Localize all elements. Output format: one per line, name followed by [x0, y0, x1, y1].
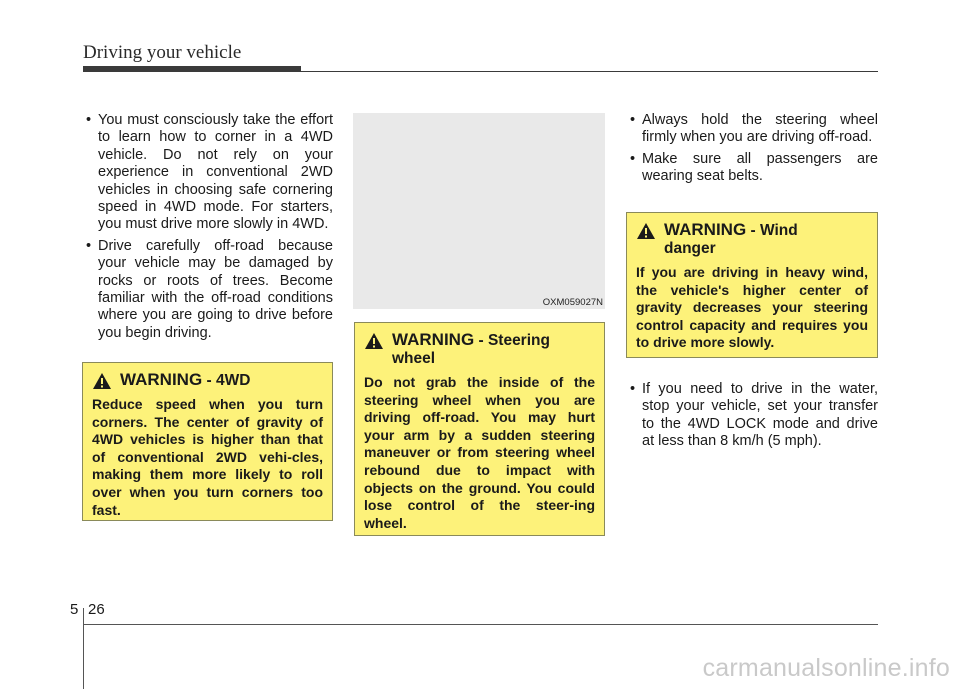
header-rule-thin: [83, 71, 878, 72]
figure-image: [353, 113, 605, 309]
warning-title: WARNING - Wind danger: [664, 220, 798, 257]
left-column: [83, 112, 333, 346]
list-item: • Drive carefully off-road because your vehicle may be damaged by rocks or roots of trees. Become familiar with the off-road conditions where you are going to drive before you begin driving.: [83, 238, 333, 342]
warning-box-4wd: [82, 362, 333, 521]
right-bullet-list-top: [627, 112, 878, 186]
right-column-top: [627, 112, 878, 190]
right-column-bottom: [627, 381, 878, 455]
chapter-number: 5: [70, 601, 79, 618]
page-number: 26: [88, 601, 105, 618]
warning-triangle-icon: [364, 332, 384, 350]
warning-title: WARNING - 4WD: [120, 370, 251, 389]
footer-vertical-rule: [83, 608, 84, 689]
warning-body: Do not grab the inside of the steering wheel when you are driving off-road. You may hurt your arm by a sudden steering maneuver or from steering wheel rebound due to impact with objects on the ground. You could lose control of the steer-ing wheel.: [364, 374, 595, 531]
watermark: carmanualsonline.info: [702, 654, 950, 682]
warning-body: If you are driving in heavy wind, the vehicle's higher center of gravity decreases your steering control capacity and requires you to drive more slowly.: [636, 264, 868, 351]
list-item: • Make sure all passengers are wearing seat belts.: [627, 151, 878, 186]
right-bullet-list-bottom: [627, 381, 878, 451]
list-item: • Always hold the steering wheel firmly when you are driving off-road.: [627, 112, 878, 147]
warning-triangle-icon: [636, 222, 656, 240]
warning-triangle-icon: [92, 372, 112, 390]
list-item: • You must consciously take the effort to learn how to corner in a 4WD vehicle. Do not rely on your experience in conventional 2WD vehicles in choosing safe cornering speed in 4WD mode. For starters, you must drive more slowly in 4WD.: [83, 112, 333, 234]
warning-box-wind-danger: [626, 212, 878, 358]
left-bullet-list: [83, 112, 333, 342]
warning-title: WARNING - Steering wheel: [392, 330, 550, 367]
warning-body: Reduce speed when you turn corners. The center of gravity of 4WD vehicles is higher than that of conventional 2WD vehi-cles, making them more likely to roll over when you turn corners too fast.: [92, 396, 323, 518]
section-title: Driving your vehicle: [83, 42, 242, 63]
footer-horizontal-rule: [83, 624, 878, 625]
list-item: • If you need to drive in the water, stop your vehicle, set your transfer to the 4WD LOCK mode and drive at less than 8 km/h (5 mph).: [627, 381, 878, 451]
figure-caption: OXM059027N: [542, 297, 603, 308]
warning-box-steering-wheel: [354, 322, 605, 536]
